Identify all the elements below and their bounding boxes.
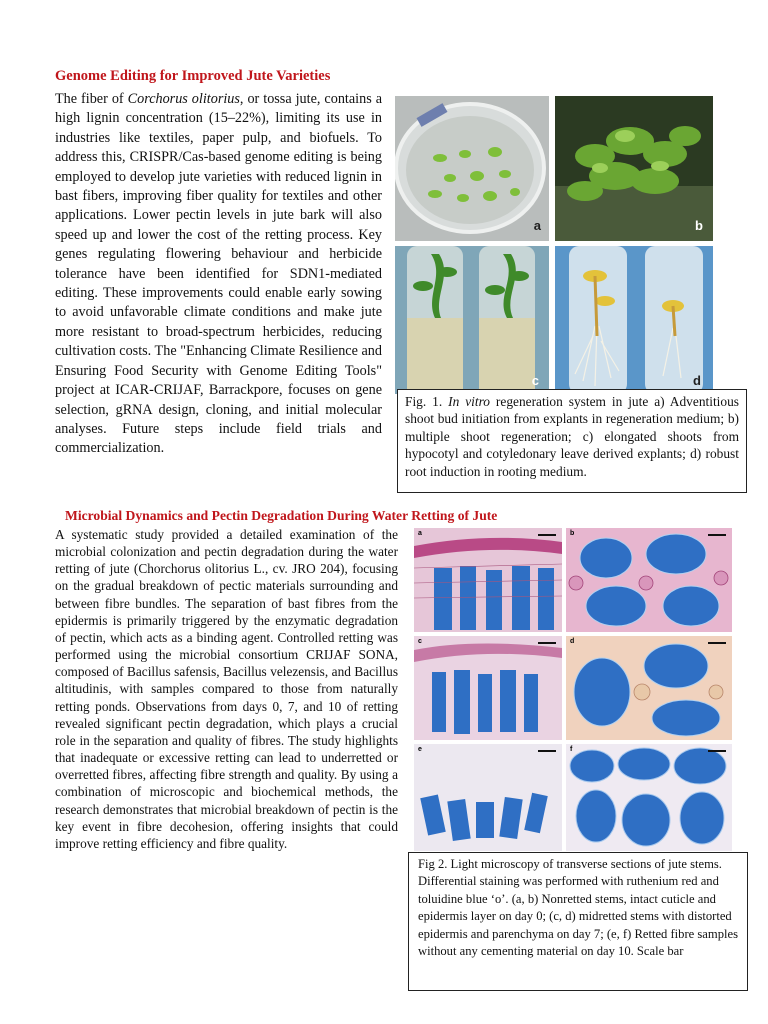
figure2-panel-c [414, 636, 562, 740]
micro-label-d: d [570, 638, 575, 645]
panel-label-a: a [533, 218, 541, 233]
figure1-panel-d [555, 246, 713, 394]
micro-label-e: e [418, 746, 422, 753]
section1-paragraph: The fiber of Corchorus olitorius, or tossa jute, contains a high lignin concentration (15–22%), limiting its use in industries like textiles, paper pulp, and biofuels. To address this, CRISPR/Cas-based genome editing is being employed to develop jute varieties with reduced lignin in bast fibers, improving fiber quality for textiles and other applications. Lower pectin levels in jute bark will also speed up and lower the cost of the retting process. Key genes regulating flowering behaviour and herbicide tolerance have been identified for SDN1-mediated editing. These improvements could enable early sowing to avoid unfavorable climate conditions and make jute more resistant to broad-spectrum herbicides, reducing cultivation costs. The "Enhancing Climate Resilience and Ensuring Food Security with Genome Editing Tools" project at ICAR-CRIJAF, Barrackpore, focuses on gene selection, gRNA design, cloning, and initial molecular analyses. Future steps include field trials and commercialization. [55, 91, 383, 457]
micro-label-b: b [570, 530, 575, 537]
micro-label-f: f [570, 746, 573, 753]
figure2-micrographs [414, 528, 732, 851]
section2-title: Microbial Dynamics and Pectin Degradation During Water Retting of Jute [65, 508, 498, 523]
figure2-panel-a [414, 528, 562, 632]
figure2-panel-e [414, 744, 562, 851]
panel-label-c: c [531, 373, 539, 388]
micro-label-a: a [418, 530, 422, 537]
scale-bar [538, 534, 556, 536]
scale-bar [538, 642, 556, 644]
figure1-caption: Fig. 1. In vitro regeneration system in jute a) Adventitious shoot bud initiation from explants in regeneration medium; b) multiple shoot regeneration; c) elongated shoots from hypocotyl and cotyledonary leave derived explants; d) robust root induction in rooting medium. [397, 389, 747, 493]
panel-label-d: d [693, 373, 701, 388]
scale-bar [708, 750, 726, 752]
figure2-caption: Fig 2. Light microscopy of transverse sections of jute stems. Differential staining was performed with ruthenium red and toluidine blue ‘o’. (a, b) Nonretted stems, intact cuticle and epidermis layer on day 0; (c, d) midretted stems with distorted epidermis and parenchyma on day 7; (e, f) Retted fibre samples without any cementing material on day 10. Scale bar [408, 852, 748, 991]
scale-bar [538, 750, 556, 752]
panel-label-b: b [695, 218, 703, 233]
figure1-panel-b [555, 96, 713, 241]
figure1-panel-c [395, 246, 549, 394]
scale-bar [708, 642, 726, 644]
section1-title: Genome Editing for Improved Jute Varieties [55, 68, 331, 84]
section2-paragraph: A systematic study provided a detailed examination of the microbial colonization and pectin degradation during the water retting of jute (Chorchorus olitorius L., cv. JRO 204), focusing on the gradual breakdown of pectic materials surrounding and between fibre bundles. The separation of bast fibres from the epidermis is primarily triggered by the enzymatic degradation of pectin, which acts as a binding agent. Controlled retting was performed using the microbial consortium CRIJAF SONA, composed of Bacillus safensis, Bacillus velezensis, and Bacillus altitudinis, with samples compared to those from naturally retting ponds. Observations from days 0, 7, and 10 of retting revealed significant pectin degradation, which plays a crucial role in the separation and quality of fibres. The study highlights that inadequate or excessive retting can lead to underretted or overretted fibres, affecting fibre strength and quality. By using a combination of microscopic and biochemical methods, the research demonstrates that microbial breakdown of pectin is the key event in fibre decohesion, offering insights that could improve retting efficiency and fibre quality. [55, 527, 398, 851]
scale-bar [708, 534, 726, 536]
figure1-panel-a [395, 96, 549, 241]
micro-label-c: c [418, 638, 422, 645]
figure2-panel-b [566, 528, 732, 632]
species-name: Corchorus olitorius [127, 91, 240, 107]
figure2-panel-d [566, 636, 732, 740]
figure2-panel-f [566, 744, 732, 851]
figure1-photos [395, 96, 713, 394]
